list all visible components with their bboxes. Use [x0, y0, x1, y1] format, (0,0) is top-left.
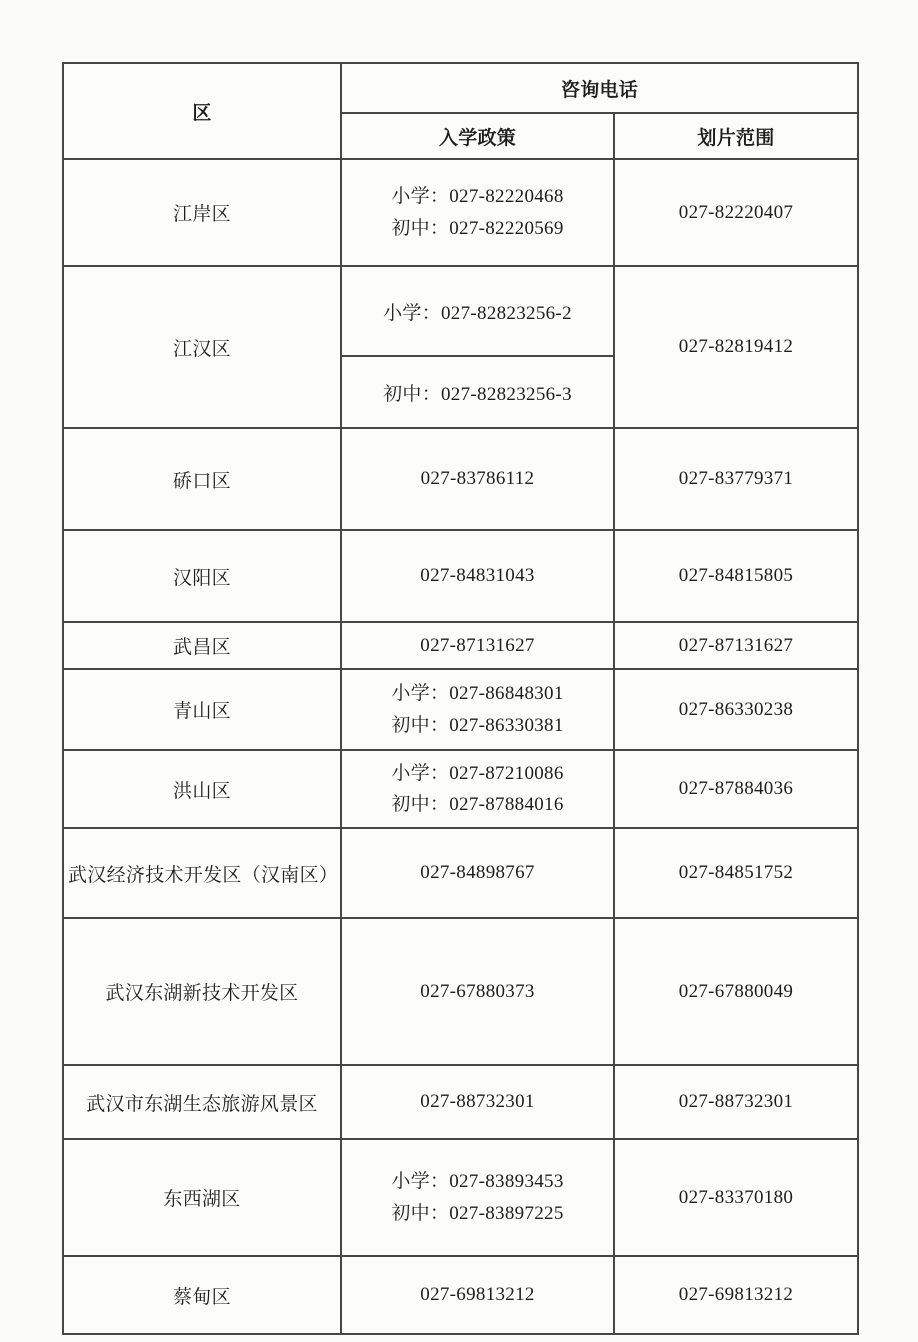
- zoning-cell: 027-67880049: [614, 918, 858, 1065]
- policy-cell: 027-83786112: [341, 428, 614, 530]
- header-zoning: 划片范围: [614, 113, 858, 159]
- district-cell: 江汉区: [63, 266, 341, 428]
- policy-line: 初中：027-82220569: [391, 217, 564, 239]
- policy-cell: 027-67880373: [341, 918, 614, 1065]
- policy-line: 初中：027-83897225: [391, 1202, 564, 1224]
- table-row: [63, 266, 858, 356]
- table-row: [63, 1065, 858, 1139]
- table-row: [63, 669, 858, 750]
- policy-line: 小学：027-82220468: [391, 186, 564, 208]
- district-cell: 武汉东湖新技术开发区: [63, 918, 341, 1065]
- zoning-cell: 027-83370180: [614, 1139, 858, 1256]
- zoning-cell: 027-83779371: [614, 428, 858, 530]
- district-cell: 武汉经济技术开发区（汉南区）: [63, 828, 341, 918]
- district-cell: 青山区: [63, 669, 341, 750]
- policy-lines: [391, 181, 563, 244]
- zoning-cell: 027-84851752: [614, 828, 858, 918]
- policy-cell: [341, 669, 614, 750]
- policy-line: 初中：027-87884016: [391, 794, 564, 815]
- policy-cell: [341, 750, 614, 828]
- header-district: 区: [63, 63, 341, 159]
- header-policy: 入学政策: [341, 113, 614, 159]
- district-cell: 洪山区: [63, 750, 341, 828]
- table-row: [63, 750, 858, 828]
- zoning-cell: 027-87131627: [614, 622, 858, 669]
- policy-cell: [341, 159, 614, 266]
- table-row: [63, 622, 858, 669]
- table-row: [63, 1256, 858, 1334]
- zoning-cell: 027-69813212: [614, 1256, 858, 1334]
- policy-lines: [391, 678, 563, 741]
- policy-cell: 初中：027-82823256-3: [341, 356, 614, 428]
- policy-cell: [341, 1139, 614, 1256]
- zoning-cell: 027-87884036: [614, 750, 858, 828]
- policy-line: 小学：027-86848301: [391, 683, 564, 705]
- header-phone: 咨询电话: [341, 63, 858, 113]
- policy-line: 小学：027-87210086: [391, 762, 564, 784]
- table-row: [63, 428, 858, 530]
- table-row: [63, 1139, 858, 1256]
- policy-cell: 027-88732301: [341, 1065, 614, 1139]
- zoning-cell: 027-84815805: [614, 530, 858, 622]
- zoning-cell: 027-82220407: [614, 159, 858, 266]
- table-row: [63, 530, 858, 622]
- policy-cell: 027-69813212: [341, 1256, 614, 1334]
- policy-cell: 027-87131627: [341, 622, 614, 669]
- policy-line: 小学：027-83893453: [391, 1171, 564, 1193]
- zoning-cell: 027-86330238: [614, 669, 858, 750]
- table-row: [63, 918, 858, 1065]
- district-cell: 东西湖区: [63, 1139, 341, 1256]
- district-cell: 武昌区: [63, 622, 341, 669]
- zoning-cell: 027-82819412: [614, 266, 858, 428]
- policy-line: 初中：027-86330381: [391, 714, 564, 736]
- policy-cell: 027-84898767: [341, 828, 614, 918]
- table-row: [63, 159, 858, 266]
- policy-lines: [391, 758, 563, 821]
- district-cell: 武汉市东湖生态旅游风景区: [63, 1065, 341, 1139]
- zoning-cell: 027-88732301: [614, 1065, 858, 1139]
- policy-lines: [391, 1166, 563, 1229]
- district-cell: 硚口区: [63, 428, 341, 530]
- district-cell: 汉阳区: [63, 530, 341, 622]
- district-cell: 江岸区: [63, 159, 341, 266]
- policy-cell: 027-84831043: [341, 530, 614, 622]
- table-row: [63, 828, 858, 918]
- table-header-row-1: [63, 63, 858, 113]
- district-cell: 蔡甸区: [63, 1256, 341, 1334]
- policy-cell: 小学：027-82823256-2: [341, 266, 614, 356]
- consultation-phone-table: [62, 62, 859, 1335]
